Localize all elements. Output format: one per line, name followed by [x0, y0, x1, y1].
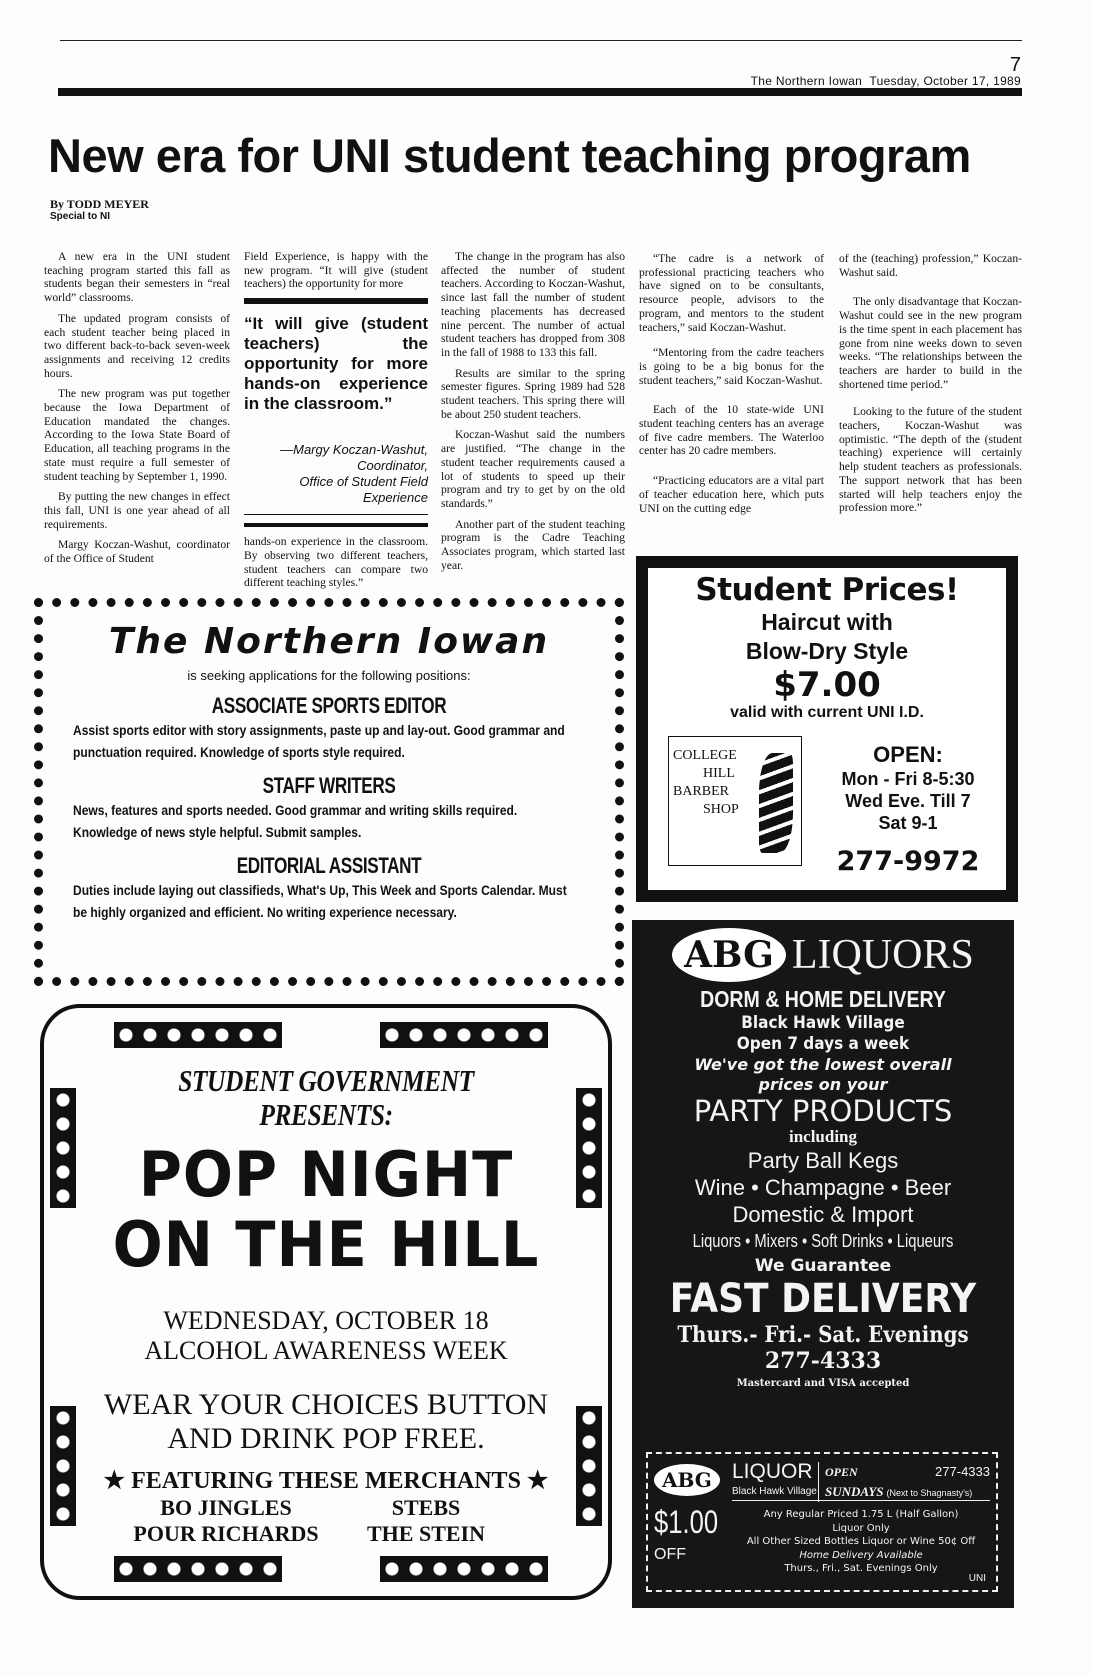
paragraph: Looking to the future of the student teachers, Koczan-Washut was optimistic. “The depth of the (student teaching) experience will certainly help student teachers as professionals. The support network that has been started will help teachers enjoy the profession more.” — [839, 405, 1022, 515]
northern-iowan-job-ad — [34, 598, 624, 986]
top-rule — [60, 40, 1022, 41]
article-column-3 — [441, 250, 625, 579]
fast-delivery: FAST DELIVERY — [669, 1276, 977, 1322]
logo-text: COLLEGE — [673, 748, 737, 763]
paragraph: of the (teaching) profession,” Koczan-Washut said. — [839, 252, 1022, 279]
term: Liquor Only — [832, 1522, 890, 1534]
coupon-phone: 277-4333 — [935, 1464, 990, 1479]
merchant: BO JINGLES — [160, 1495, 292, 1520]
position-description: Assist sports editor with story assignments, paste up and lay-out. Good grammar and punctuation required. Knowledge of sports style required. — [73, 722, 565, 760]
promo-line: WEAR YOUR CHOICES BUTTON — [103, 1388, 549, 1421]
byline-sub: Special to NI — [50, 211, 111, 222]
pull-quote-attribution — [244, 442, 428, 506]
position-title: ASSOCIATE SPORTS EDITOR — [211, 693, 447, 718]
ad-title: The Northern Iowan — [108, 621, 550, 662]
paragraph: Results are similar to the spring semester figures. Spring 1989 had 528 student teachers. This spring there will be about 250 student teachers. — [441, 366, 625, 421]
logo-text: BARBER — [673, 784, 730, 799]
phone-number: 277-9972 — [836, 846, 980, 877]
ad-title: Student Prices! — [695, 572, 959, 608]
merchant: STEBS — [391, 1495, 461, 1520]
opening-hours — [813, 744, 1003, 877]
party-products: PARTY PRODUCTS — [693, 1094, 953, 1128]
paragraph: Each of the 10 state-wide UNI student teaching centers has an average of five cadre members. The Waterloo center has 20 cadre members. — [639, 403, 824, 458]
issue-date: Tuesday, October 17, 1989 — [869, 74, 1021, 88]
abg-logo: ABG — [654, 1464, 720, 1496]
event-date: WEDNESDAY, OCTOBER 18 — [163, 1306, 489, 1335]
event-title: POP NIGHT — [138, 1138, 514, 1211]
divider — [732, 1500, 990, 1501]
next-to: (Next to Shagnasty's) — [886, 1488, 973, 1498]
paragraph: A new era in the UNI student teaching program started this fall as students began their semesters in “real world” classrooms. — [44, 250, 230, 305]
discount-coupon[interactable] — [646, 1452, 998, 1592]
coupon-liquor: LIQUOR — [732, 1460, 813, 1483]
logo-text: HILL — [703, 766, 735, 781]
product-line: Liquors • Mixers • Soft Drinks • Liqueurs — [692, 1231, 954, 1251]
marquee-lights — [576, 1406, 602, 1526]
open-label: OPEN — [825, 1465, 858, 1479]
ad-subtitle: is seeking applications for the following positions: — [187, 668, 471, 683]
open-days: Open 7 days a week — [736, 1034, 910, 1054]
open-label: OPEN: — [873, 742, 943, 767]
paragraph: Another part of the student teaching program is the Cadre Teaching Associates program, which started last year. — [441, 517, 625, 572]
article-column-5 — [839, 252, 1022, 522]
hours-line: Wed Eve. Till 7 — [845, 791, 971, 811]
byline — [50, 198, 149, 222]
off-label: OFF — [654, 1546, 686, 1563]
store-name: LIQUORS — [791, 932, 974, 978]
phone-number: 277-4333 — [764, 1348, 882, 1374]
barber-pole-icon — [759, 753, 793, 853]
position-description: News, features and sports needed. Good grammar and writing skills required. Knowledge of news style helpful. Submit samples. — [73, 802, 518, 840]
pull-quote — [244, 298, 428, 515]
pull-quote-text: “It will give (student teachers) the opportunity for more hands-on experience in the classroom.” — [244, 314, 428, 414]
service-line: Blow-Dry Style — [745, 638, 909, 664]
presents: PRESENTS: — [259, 1097, 393, 1132]
article-column-4 — [639, 252, 824, 522]
product-line: Wine • Champagne • Beer — [694, 1175, 952, 1200]
author: By TODD MEYER — [50, 197, 149, 211]
abg-logo: ABG — [672, 928, 786, 982]
attr-line: Office of Student Field — [299, 474, 428, 490]
slogan: We've got the lowest overall — [694, 1055, 952, 1074]
term: Home Delivery Available — [799, 1549, 923, 1561]
term: Any Regular Priced 1.75 L (Half Gallon) — [763, 1509, 959, 1520]
marquee-lights — [380, 1022, 548, 1048]
marquee-lights — [114, 1022, 282, 1048]
merchant: THE STEIN — [367, 1521, 485, 1546]
validity-note: valid with current UNI I.D. — [730, 704, 924, 721]
product-line: Domestic & Import — [732, 1202, 914, 1227]
headline: New era for UNI student teaching program — [48, 129, 971, 182]
position-description: Duties include laying out classifieds, What's Up, This Week and Sports Calendar. Must be highly organized and efficient. No writing experience necessary. — [73, 882, 567, 920]
term: All Other Sized Bottles Liquor or Wine 50¢ Off — [746, 1536, 976, 1547]
service-line: Haircut with — [761, 609, 893, 635]
location: Black Hawk Village — [741, 1013, 905, 1033]
attr-line: —Margy Koczan-Washut, — [280, 442, 428, 458]
abg-liquors-ad — [632, 920, 1014, 1608]
sundays: SUNDAYS — [825, 1484, 884, 1499]
presenter: STUDENT GOVERNMENT — [178, 1063, 474, 1098]
coupon-location: Black Hawk Village — [732, 1486, 817, 1497]
attr-line: Experience — [362, 490, 428, 506]
page-number: 7 — [1009, 54, 1021, 76]
marquee-lights — [380, 1556, 548, 1582]
marquee-lights — [114, 1556, 282, 1582]
term: Thurs., Fri., Sat. Evenings Only — [784, 1563, 938, 1574]
position-title: STAFF WRITERS — [262, 773, 396, 798]
paragraph: The updated program consists of each student teacher being placed in two different back-to-back seven-week assignments and receiving 12 credits hours. — [44, 311, 230, 380]
attr-line: Coordinator, — [357, 458, 428, 474]
paragraph: Margy Koczan-Washut, coordinator of the Office of Student — [44, 538, 230, 566]
delivery-evenings: Thurs.- Fri.- Sat. Evenings — [677, 1322, 969, 1348]
paragraph: Koczan-Washut said the numbers are justified. “The change in the student teacher requirements caused a lot of students to speed up their program and try to get by on the old standards.” — [441, 428, 625, 510]
dateline — [751, 74, 1021, 88]
guarantee: We Guarantee — [754, 1256, 892, 1276]
paragraph: The new program was put together because the Iowa Department of Education mandated the changes. According to the Iowa State Board of Education, all teaching programs in the state must require a full semester of student teaching by September 1, 1990. — [44, 387, 230, 483]
featuring: ★ FEATURING THESE MERCHANTS ★ — [103, 1468, 549, 1494]
hours-line: Sat 9-1 — [878, 813, 938, 833]
position-title: EDITORIAL ASSISTANT — [236, 853, 422, 878]
paragraph: “Practicing educators are a vital part of teacher education here, which puts UNI on the cutting edge — [639, 474, 824, 515]
discount-amount: $1.00 — [654, 1504, 719, 1540]
event-week: ALCOHOL AWARENESS WEEK — [144, 1336, 508, 1365]
pop-night-ad — [40, 1004, 612, 1600]
including: including — [788, 1127, 858, 1146]
pull-quote-bottom-rule — [244, 523, 428, 590]
price: $7.00 — [773, 665, 881, 705]
logo-text: SHOP — [703, 802, 739, 817]
cards-accepted: Mastercard and VISA accepted — [736, 1378, 910, 1389]
barber-shop-logo — [668, 736, 802, 866]
paragraph: “Mentoring from the cadre teachers is going to be a big bonus for the student teachers,” said Koczan-Washut. — [639, 346, 824, 387]
product-line: Party Ball Kegs — [747, 1148, 899, 1173]
merchant-list — [126, 1495, 526, 1547]
promo-line: AND DRINK POP FREE. — [167, 1422, 485, 1455]
header-bar — [58, 88, 1022, 96]
paragraph: hands-on experience in the classroom. By observing two different teachers, student teachers can compare two different teaching styles.” — [244, 535, 428, 590]
merchant: POUR RICHARDS — [133, 1521, 319, 1546]
paragraph: By putting the new changes in effect this fall, UNI is one year ahead of all requirements. — [44, 490, 230, 531]
article-column-2 — [244, 250, 428, 597]
paragraph: Field Experience, is happy with the new program. “It will give (student teachers) the opportunity for more — [244, 250, 428, 291]
paragraph: The change in the program has also affected the number of student teachers. According to Koczan-Washut, since last fall the number of student teaching placements has decreased nine percent. The number of actual student teachers has dropped from 308 in the fall of 1988 to 133 this fall. — [441, 250, 625, 359]
delivery-line: DORM & HOME DELIVERY — [700, 986, 946, 1012]
barber-shop-ad — [636, 556, 1018, 902]
paragraph: The only disadvantage that Koczan-Washut could see in the new program is the time spent in each placement has gone from nine weeks down to seven weeks. “The relationships between the teachers are harder to build in the shortened time period.” — [839, 295, 1022, 391]
event-title: ON THE HILL — [112, 1208, 540, 1281]
coupon-terms — [736, 1508, 986, 1576]
hours-line: Mon - Fri 8-5:30 — [841, 769, 975, 789]
coupon-code: UNI — [968, 1573, 986, 1584]
paragraph: “The cadre is a network of professional practicing teachers who have signed on to be consultants, resource people, advisors to the program, and mentors to the student teachers,” said Koczan-Washut. — [639, 252, 824, 334]
paper-name: The Northern Iowan — [750, 74, 863, 88]
article-column-1 — [44, 250, 230, 573]
marquee-lights — [50, 1406, 76, 1526]
slogan: prices on your — [758, 1075, 888, 1094]
